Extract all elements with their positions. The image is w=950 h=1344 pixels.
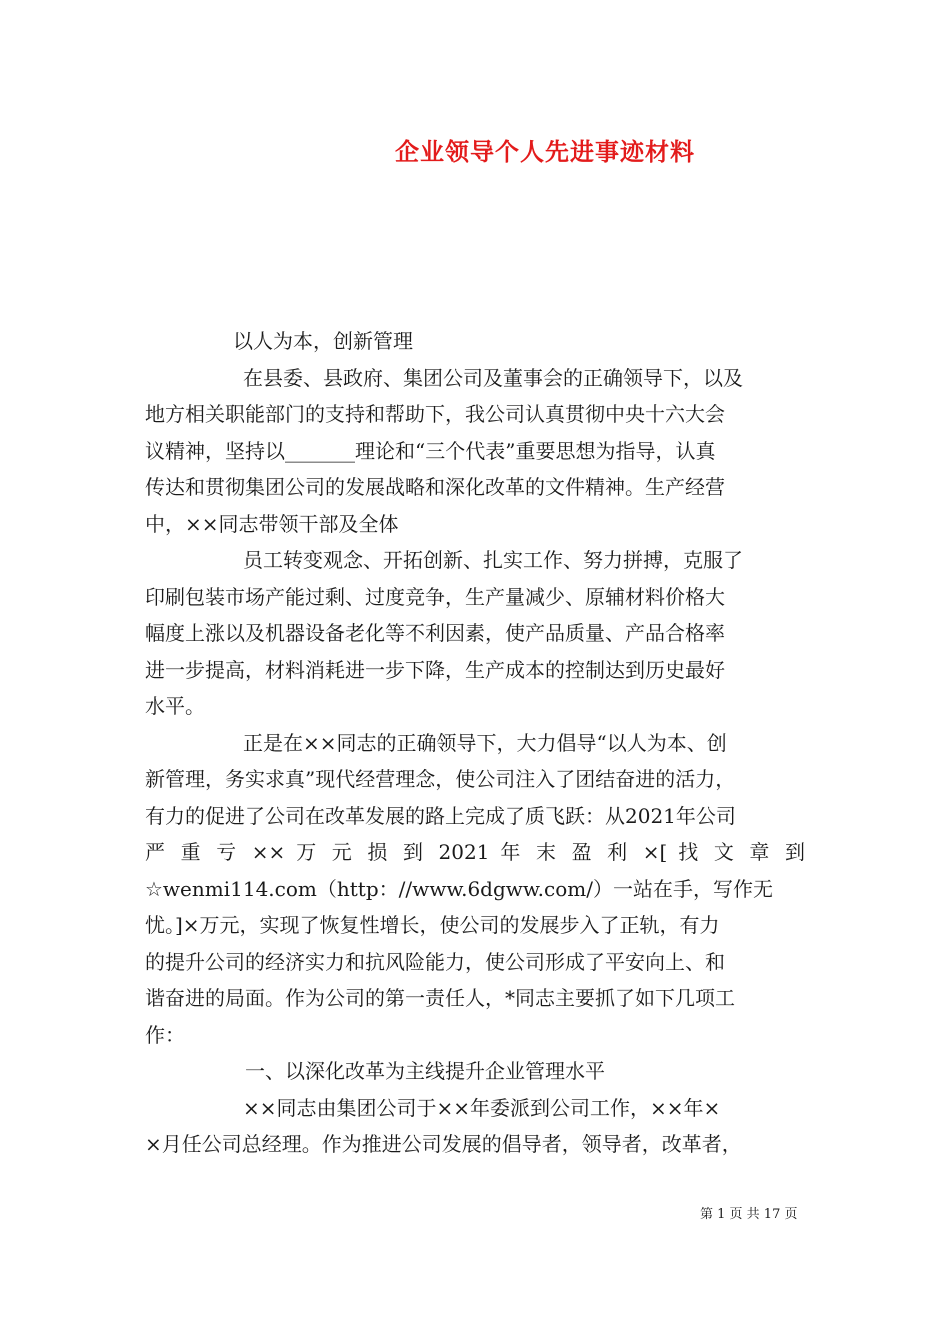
text-line: 幅度上涨以及机器设备老化等不利因素，使产品质量、产品合格率 — [145, 621, 725, 645]
text-line: 忧。]×万元，实现了恢复性增长，使公司的发展步入了正轨，有力 — [145, 913, 720, 937]
text-line: 进一步提高，材料消耗进一步下降，生产成本的控制达到历史最好 — [145, 657, 725, 682]
text-line: 正是在××同志的正确领导下，大力倡导“以人为本、创 — [243, 730, 727, 755]
text-line: 新管理，务实求真”现代经营理念，使公司注入了团结奋进的活力， — [145, 767, 736, 791]
section-heading: 一、以深化改革为主线提升企业管理水平 — [245, 1059, 605, 1083]
text-line: 在县委、县政府、集团公司及董事会的正确领导下，以及 — [243, 365, 743, 390]
text-line: 有力的促进了公司在改革发展的路上完成了质飞跃：从2021年公司 — [145, 803, 736, 828]
text-line: 谐奋进的局面。作为公司的第一责任人，*同志主要抓了如下几项工 — [145, 986, 735, 1010]
document-body — [145, 323, 805, 1163]
text-line: 作： — [145, 1022, 185, 1047]
text-line: 议精神，坚持以_______理论和“三个代表”重要思想为指导，认真 — [145, 438, 716, 463]
document-title: 企业领导个人先进事迹材料 — [395, 137, 695, 166]
text-line: 的提升公司的经济实力和抗风险能力，使公司形成了平安向上、和 — [145, 949, 725, 974]
text-line: 地方相关职能部门的支持和帮助下，我公司认真贯彻中央十六大会 — [145, 402, 725, 426]
text-line: ☆wenmi114.com（http：//www.6dgww.com/）一站在手，写作无 — [145, 876, 773, 901]
text-line: 严 重 亏 ×× 万 元 损 到 2021 年 末 盈 利 ×[ 找 文 章 到 — [145, 840, 805, 864]
text-line: 传达和贯彻集团公司的发展战略和深化改革的文件精神。生产经营 — [145, 475, 725, 499]
text-line: 员工转变观念、开拓创新、扎实工作、努力拼搏，克服了 — [243, 548, 743, 572]
text-line: 中，××同志带领干部及全体 — [145, 511, 399, 536]
subtitle-line: 以人为本，创新管理 — [233, 329, 413, 353]
text-line: ××同志由集团公司于××年委派到公司工作，××年× — [243, 1095, 721, 1120]
text-line: 印刷包装市场产能过剩、过度竞争，生产量减少、原辅材料价格大 — [145, 584, 725, 609]
text-line: ×月任公司总经理。作为推进公司发展的倡导者，领导者，改革者， — [145, 1132, 742, 1156]
text-line: 水平。 — [145, 694, 205, 718]
page-number: 第 1 页 共 17 页 — [700, 1207, 798, 1222]
